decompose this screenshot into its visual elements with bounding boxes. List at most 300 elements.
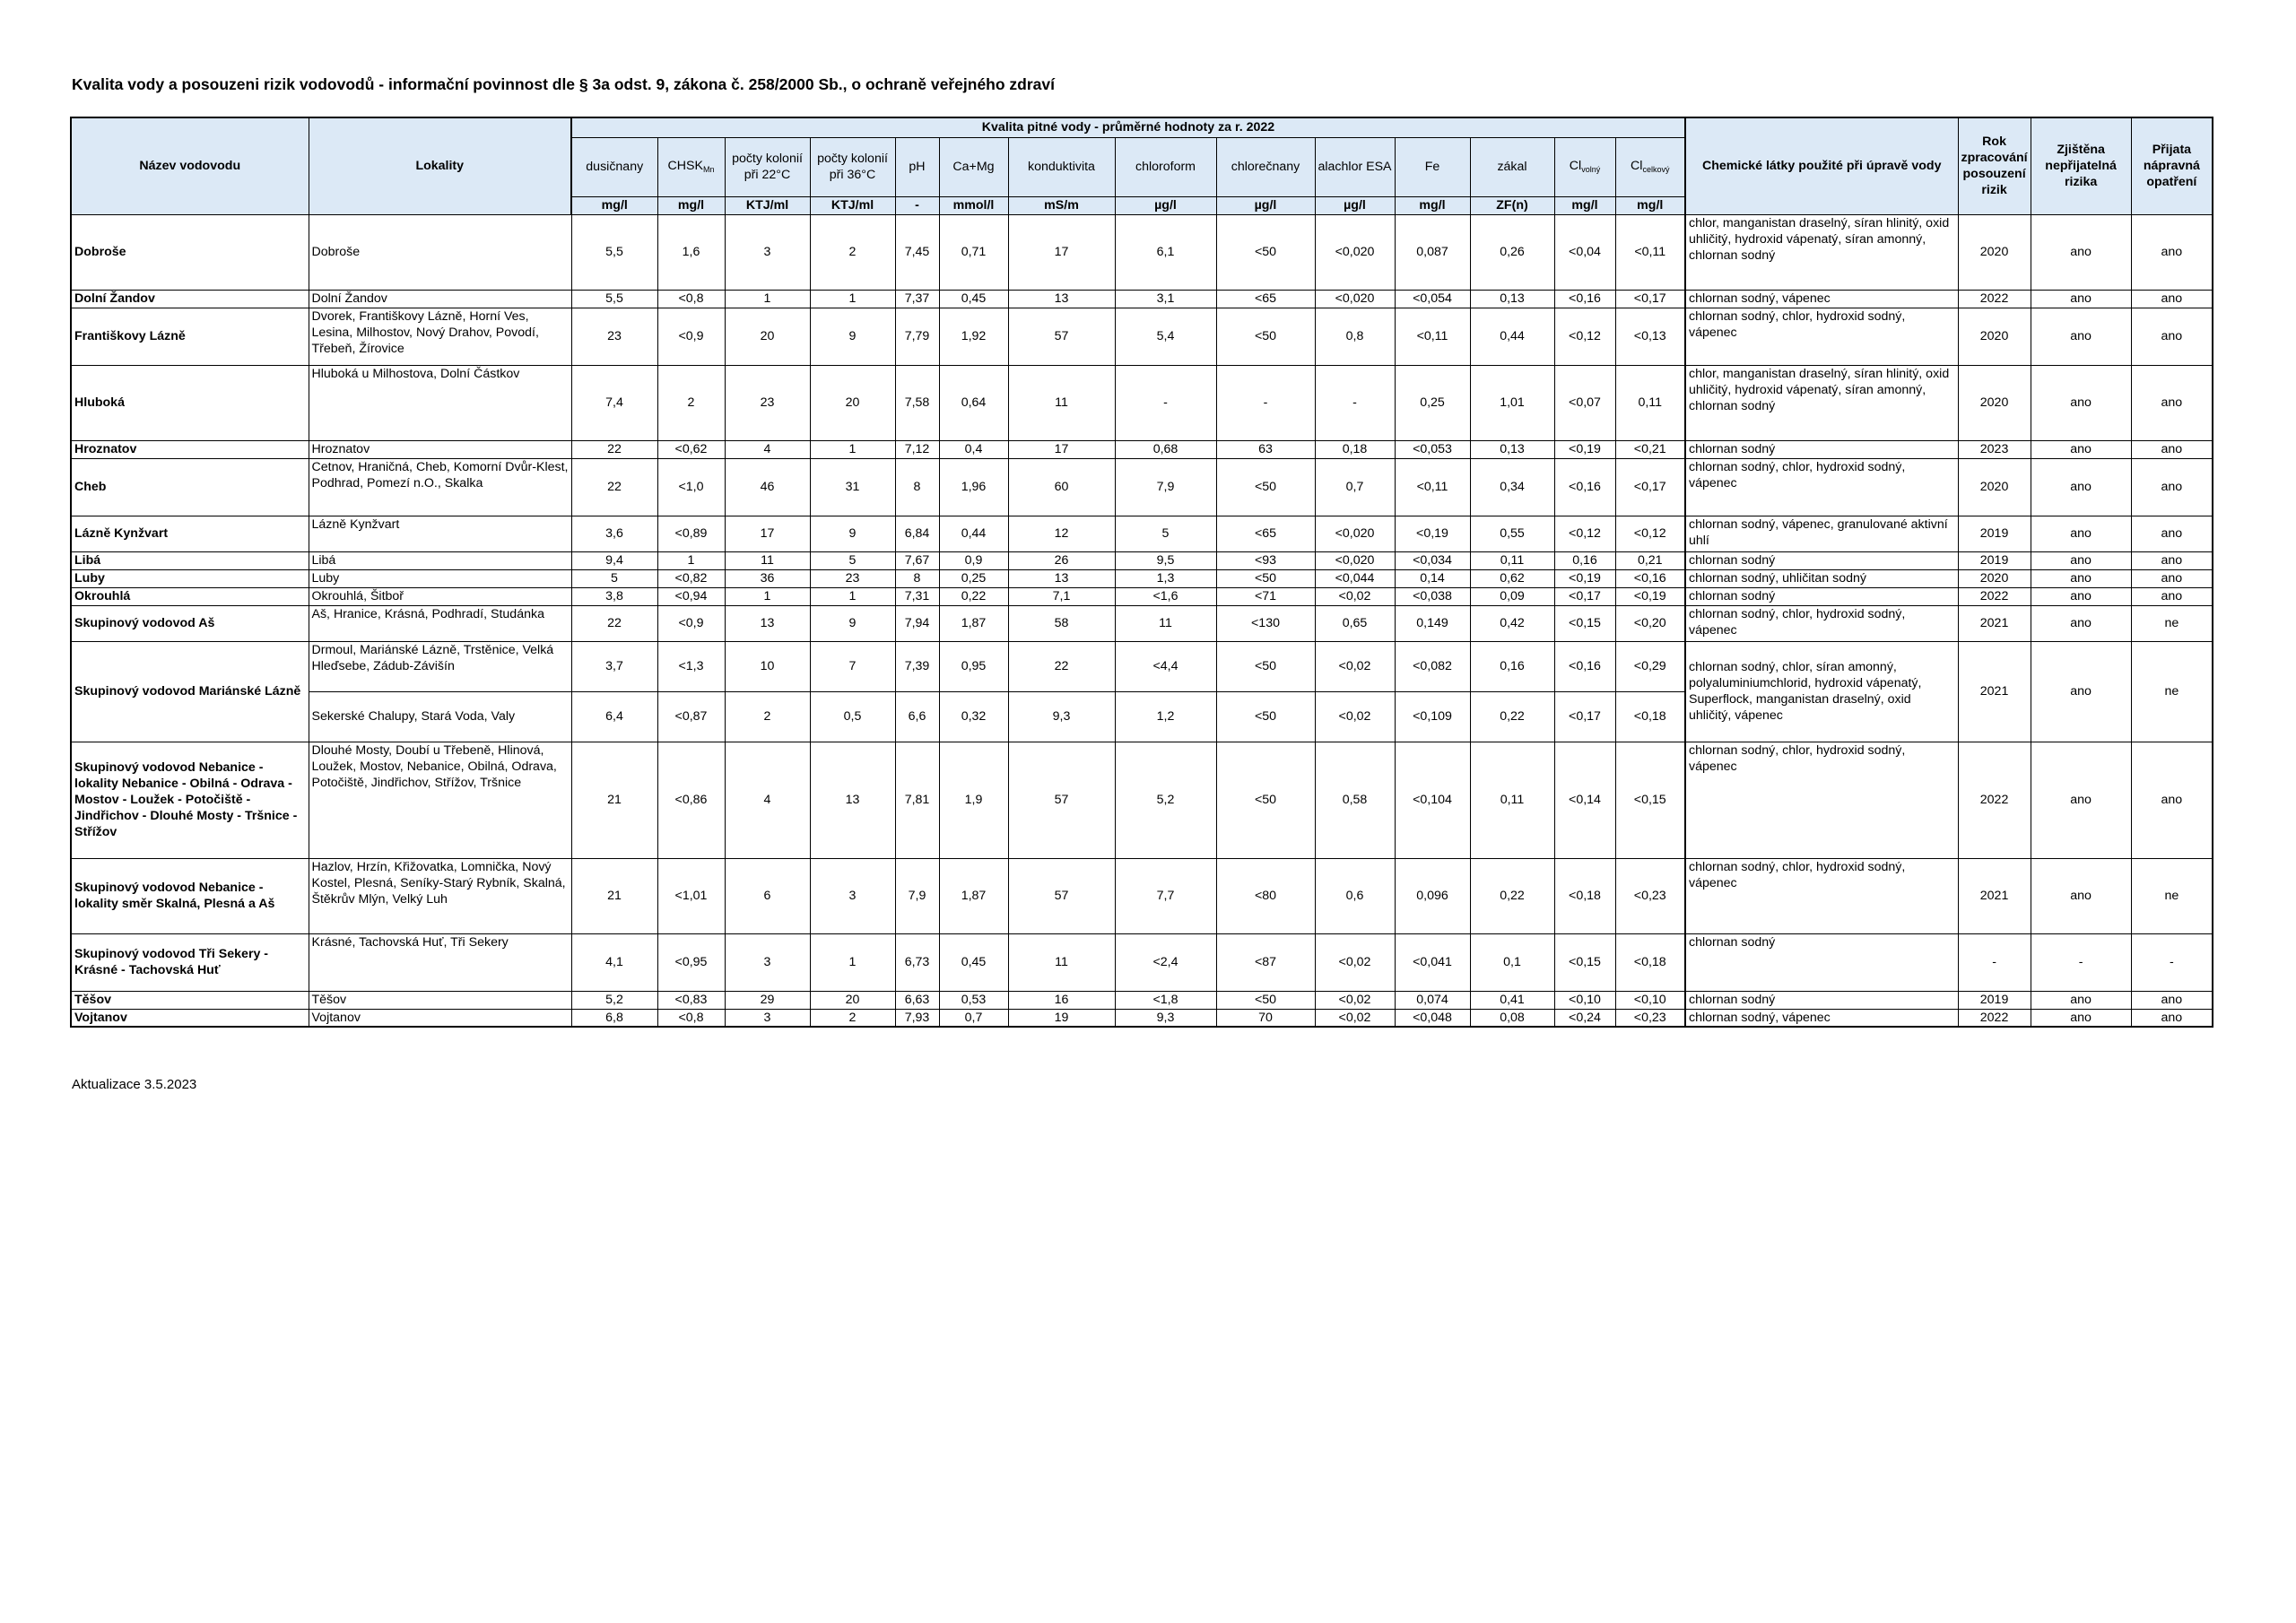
param-header bbox=[1615, 137, 1685, 196]
value-cell: 11 bbox=[725, 551, 810, 569]
value-cell: 1 bbox=[810, 587, 895, 605]
param-label: počty kolonií při 36°C bbox=[817, 151, 888, 182]
chemicals-cell: chlornan sodný, chlor, hydroxid sodný, vápenec bbox=[1685, 458, 1958, 516]
value-cell: 2 bbox=[657, 365, 725, 440]
value-cell: 7,93 bbox=[895, 1009, 939, 1027]
header-row bbox=[71, 117, 2213, 137]
water-system-name: Dobroše bbox=[71, 214, 309, 290]
value-cell: 0,16 bbox=[1470, 641, 1554, 691]
value-cell: <0,053 bbox=[1395, 440, 1470, 458]
table-row bbox=[71, 991, 2213, 1009]
value-cell: 36 bbox=[725, 569, 810, 587]
year-cell: 2019 bbox=[1958, 991, 2031, 1009]
table-row bbox=[71, 1009, 2213, 1027]
value-cell: <0,86 bbox=[657, 742, 725, 858]
value-cell: <130 bbox=[1216, 605, 1315, 641]
value-cell: 0,13 bbox=[1470, 440, 1554, 458]
value-cell: <50 bbox=[1216, 991, 1315, 1009]
value-cell: <0,02 bbox=[1315, 1009, 1395, 1027]
water-system-name: Hroznatov bbox=[71, 440, 309, 458]
value-cell: <0,16 bbox=[1554, 290, 1615, 308]
value-cell: 6,8 bbox=[571, 1009, 657, 1027]
year-cell: 2020 bbox=[1958, 365, 2031, 440]
value-cell: <0,17 bbox=[1615, 458, 1685, 516]
value-cell: 1 bbox=[810, 440, 895, 458]
locality-cell: Těšov bbox=[309, 991, 571, 1009]
chemicals-cell: chlornan sodný, chlor, hydroxid sodný, vápenec bbox=[1685, 742, 1958, 858]
value-cell: 11 bbox=[1008, 365, 1115, 440]
locality-cell: Krásné, Tachovská Huť, Tři Sekery bbox=[309, 933, 571, 991]
value-cell: 0,45 bbox=[939, 290, 1008, 308]
measures-cell: ano bbox=[2131, 308, 2213, 365]
param-label: Cl bbox=[1569, 159, 1582, 174]
value-cell: <50 bbox=[1216, 308, 1315, 365]
chemicals-cell: chlornan sodný, chlor, hydroxid sodný, vápenec bbox=[1685, 605, 1958, 641]
header-locality: Lokality bbox=[309, 117, 571, 214]
locality-cell: Dolní Žandov bbox=[309, 290, 571, 308]
value-cell: <0,02 bbox=[1315, 691, 1395, 742]
value-cell: 2 bbox=[810, 214, 895, 290]
risk-cell: ano bbox=[2031, 290, 2131, 308]
value-cell: <0,18 bbox=[1554, 858, 1615, 933]
value-cell: 7,81 bbox=[895, 742, 939, 858]
param-header bbox=[939, 137, 1008, 196]
measures-cell: ne bbox=[2131, 605, 2213, 641]
value-cell: 7,12 bbox=[895, 440, 939, 458]
table-body bbox=[71, 214, 2213, 1027]
water-system-name: Luby bbox=[71, 569, 309, 587]
value-cell: 0,45 bbox=[939, 933, 1008, 991]
param-header bbox=[1115, 137, 1216, 196]
chemicals-cell: chlornan sodný, vápenec, granulované aktivní uhlí bbox=[1685, 516, 1958, 551]
value-cell: <0,24 bbox=[1554, 1009, 1615, 1027]
value-cell: 0,5 bbox=[810, 691, 895, 742]
value-cell: <0,87 bbox=[657, 691, 725, 742]
value-cell: 9,3 bbox=[1115, 1009, 1216, 1027]
value-cell: <0,19 bbox=[1615, 587, 1685, 605]
value-cell: <0,17 bbox=[1554, 691, 1615, 742]
value-cell: 0,11 bbox=[1470, 551, 1554, 569]
param-header bbox=[810, 137, 895, 196]
locality-cell: Aš, Hranice, Krásná, Podhradí, Studánka bbox=[309, 605, 571, 641]
locality-cell: Dvorek, Františkovy Lázně, Horní Ves, Lesina, Milhostov, Nový Drahov, Povodí, Třebeň, Žírovice bbox=[309, 308, 571, 365]
value-cell: 9,4 bbox=[571, 551, 657, 569]
risk-cell: ano bbox=[2031, 440, 2131, 458]
param-unit: - bbox=[895, 196, 939, 214]
value-cell: <50 bbox=[1216, 569, 1315, 587]
value-cell: 7,67 bbox=[895, 551, 939, 569]
value-cell: <0,020 bbox=[1315, 290, 1395, 308]
value-cell: <0,23 bbox=[1615, 1009, 1685, 1027]
value-cell: 1,87 bbox=[939, 605, 1008, 641]
value-cell: - bbox=[1315, 365, 1395, 440]
value-cell: 6,1 bbox=[1115, 214, 1216, 290]
value-cell: 1,01 bbox=[1470, 365, 1554, 440]
value-cell: <1,3 bbox=[657, 641, 725, 691]
value-cell: <0,104 bbox=[1395, 742, 1470, 858]
value-cell: 9,3 bbox=[1008, 691, 1115, 742]
chemicals-cell: chlornan sodný bbox=[1685, 933, 1958, 991]
table-row bbox=[71, 605, 2213, 641]
header-risks-found: Zjištěna nepřijatelná rizika bbox=[2031, 117, 2131, 214]
risk-cell: ano bbox=[2031, 551, 2131, 569]
water-system-name: Okrouhlá bbox=[71, 587, 309, 605]
param-label: konduktivita bbox=[1028, 159, 1095, 174]
locality-cell: Hazlov, Hrzín, Křižovatka, Lomnička, Nový Kostel, Plesná, Seníky-Starý Rybník, Skalná, Štěkrův Mlýn, Velký Luh bbox=[309, 858, 571, 933]
value-cell: <0,041 bbox=[1395, 933, 1470, 991]
value-cell: <50 bbox=[1216, 214, 1315, 290]
value-cell: 11 bbox=[1115, 605, 1216, 641]
param-header bbox=[1470, 137, 1554, 196]
value-cell: 1,87 bbox=[939, 858, 1008, 933]
param-label: pH bbox=[909, 159, 926, 174]
value-cell: 1 bbox=[657, 551, 725, 569]
value-cell: 0,18 bbox=[1315, 440, 1395, 458]
table-row bbox=[71, 858, 2213, 933]
value-cell: 0,087 bbox=[1395, 214, 1470, 290]
value-cell: 0,7 bbox=[939, 1009, 1008, 1027]
header-name: Název vodovodu bbox=[71, 117, 309, 214]
value-cell: <0,12 bbox=[1615, 516, 1685, 551]
value-cell: 26 bbox=[1008, 551, 1115, 569]
measures-cell: ano bbox=[2131, 214, 2213, 290]
value-cell: 8 bbox=[895, 569, 939, 587]
param-unit: mg/l bbox=[1615, 196, 1685, 214]
value-cell: 60 bbox=[1008, 458, 1115, 516]
value-cell: <0,83 bbox=[657, 991, 725, 1009]
value-cell: 22 bbox=[1008, 641, 1115, 691]
locality-cell: Sekerské Chalupy, Stará Voda, Valy bbox=[309, 691, 571, 742]
param-unit: mmol/l bbox=[939, 196, 1008, 214]
value-cell: 6,4 bbox=[571, 691, 657, 742]
value-cell: 22 bbox=[571, 440, 657, 458]
param-unit: mg/l bbox=[571, 196, 657, 214]
year-cell: 2021 bbox=[1958, 641, 2031, 742]
chemicals-cell: chlornan sodný, vápenec bbox=[1685, 1009, 1958, 1027]
value-cell: 3 bbox=[725, 933, 810, 991]
header-measures: Přijata nápravná opatření bbox=[2131, 117, 2213, 214]
table-row bbox=[71, 308, 2213, 365]
value-cell: 21 bbox=[571, 858, 657, 933]
value-cell: <0,10 bbox=[1615, 991, 1685, 1009]
param-unit: µg/l bbox=[1216, 196, 1315, 214]
value-cell: 7,79 bbox=[895, 308, 939, 365]
param-label: Cl bbox=[1631, 159, 1643, 174]
header-quality-group: Kvalita pitné vody - průměrné hodnoty za r. 2022 bbox=[571, 117, 1685, 137]
chemicals-cell: chlornan sodný bbox=[1685, 991, 1958, 1009]
locality-cell: Okrouhlá, Šitboř bbox=[309, 587, 571, 605]
value-cell: <0,14 bbox=[1554, 742, 1615, 858]
locality-cell: Cetnov, Hraničná, Cheb, Komorní Dvůr-Klest, Podhrad, Pomezí n.O., Skalka bbox=[309, 458, 571, 516]
chemicals-cell: chlornan sodný, chlor, síran amonný, polyaluminiumchlorid, hydroxid vápenatý, Superflock, manganistan draselný, oxid uhličitý, vápenec bbox=[1685, 641, 1958, 742]
value-cell: 5 bbox=[810, 551, 895, 569]
table-row bbox=[71, 587, 2213, 605]
value-cell: <50 bbox=[1216, 458, 1315, 516]
water-system-name: Dolní Žandov bbox=[71, 290, 309, 308]
risk-cell: - bbox=[2031, 933, 2131, 991]
value-cell: 0,68 bbox=[1115, 440, 1216, 458]
locality-cell: Dobroše bbox=[309, 214, 571, 290]
param-subscript: volný bbox=[1581, 165, 1601, 175]
value-cell: 0,64 bbox=[939, 365, 1008, 440]
locality-cell: Vojtanov bbox=[309, 1009, 571, 1027]
value-cell: <80 bbox=[1216, 858, 1315, 933]
table-row bbox=[71, 569, 2213, 587]
value-cell: <0,020 bbox=[1315, 516, 1395, 551]
value-cell: <0,94 bbox=[657, 587, 725, 605]
locality-cell: Libá bbox=[309, 551, 571, 569]
value-cell: <0,02 bbox=[1315, 991, 1395, 1009]
value-cell: 0,9 bbox=[939, 551, 1008, 569]
water-system-name: Libá bbox=[71, 551, 309, 569]
year-cell: 2022 bbox=[1958, 290, 2031, 308]
param-header bbox=[1315, 137, 1395, 196]
value-cell: <50 bbox=[1216, 742, 1315, 858]
water-system-name: Cheb bbox=[71, 458, 309, 516]
value-cell: <0,82 bbox=[657, 569, 725, 587]
value-cell: 7,1 bbox=[1008, 587, 1115, 605]
value-cell: <0,95 bbox=[657, 933, 725, 991]
measures-cell: ano bbox=[2131, 365, 2213, 440]
value-cell: 19 bbox=[1008, 1009, 1115, 1027]
value-cell: 17 bbox=[1008, 440, 1115, 458]
param-label: Fe bbox=[1424, 159, 1440, 174]
chemicals-cell: chlornan sodný, uhličitan sodný bbox=[1685, 569, 1958, 587]
value-cell: 0,16 bbox=[1554, 551, 1615, 569]
param-unit: ZF(n) bbox=[1470, 196, 1554, 214]
value-cell: 0,44 bbox=[939, 516, 1008, 551]
value-cell: <1,6 bbox=[1115, 587, 1216, 605]
value-cell: 0,25 bbox=[939, 569, 1008, 587]
value-cell: <0,16 bbox=[1554, 641, 1615, 691]
value-cell: 1,96 bbox=[939, 458, 1008, 516]
value-cell: <0,109 bbox=[1395, 691, 1470, 742]
param-header bbox=[1554, 137, 1615, 196]
value-cell: 0,44 bbox=[1470, 308, 1554, 365]
value-cell: 10 bbox=[725, 641, 810, 691]
water-system-name: Františkovy Lázně bbox=[71, 308, 309, 365]
value-cell: 0,55 bbox=[1470, 516, 1554, 551]
value-cell: 0,53 bbox=[939, 991, 1008, 1009]
value-cell: 9 bbox=[810, 308, 895, 365]
water-system-name: Skupinový vodovod Aš bbox=[71, 605, 309, 641]
value-cell: <1,0 bbox=[657, 458, 725, 516]
param-subscript: celkový bbox=[1642, 165, 1670, 175]
value-cell: 0,7 bbox=[1315, 458, 1395, 516]
value-cell: 1,6 bbox=[657, 214, 725, 290]
locality-cell: Dlouhé Mosty, Doubí u Třebeně, Hlinová, Loužek, Mostov, Nebanice, Obilná, Odrava, Potočiště, Jindřichov, Střížov, Tršnice bbox=[309, 742, 571, 858]
value-cell: <0,044 bbox=[1315, 569, 1395, 587]
value-cell: 3,7 bbox=[571, 641, 657, 691]
value-cell: <0,17 bbox=[1615, 290, 1685, 308]
value-cell: <0,15 bbox=[1615, 742, 1685, 858]
value-cell: 7,9 bbox=[1115, 458, 1216, 516]
value-cell: 23 bbox=[725, 365, 810, 440]
table-row bbox=[71, 458, 2213, 516]
value-cell: 46 bbox=[725, 458, 810, 516]
value-cell: 1,2 bbox=[1115, 691, 1216, 742]
param-label: chloroform bbox=[1135, 159, 1196, 174]
risk-cell: ano bbox=[2031, 1009, 2131, 1027]
year-cell: 2022 bbox=[1958, 742, 2031, 858]
risk-cell: ano bbox=[2031, 991, 2131, 1009]
value-cell: <0,12 bbox=[1554, 308, 1615, 365]
value-cell: 0,11 bbox=[1615, 365, 1685, 440]
measures-cell: ano bbox=[2131, 440, 2213, 458]
table-row bbox=[71, 516, 2213, 551]
value-cell: <0,62 bbox=[657, 440, 725, 458]
chemicals-cell: chlornan sodný, chlor, hydroxid sodný, vápenec bbox=[1685, 858, 1958, 933]
value-cell: 7,4 bbox=[571, 365, 657, 440]
value-cell: <0,16 bbox=[1615, 569, 1685, 587]
value-cell: 5,5 bbox=[571, 214, 657, 290]
value-cell: 3,6 bbox=[571, 516, 657, 551]
value-cell: 7 bbox=[810, 641, 895, 691]
param-unit: mS/m bbox=[1008, 196, 1115, 214]
param-unit: mg/l bbox=[1554, 196, 1615, 214]
value-cell: 0,074 bbox=[1395, 991, 1470, 1009]
water-system-name: Skupinový vodovod Tři Sekery - Krásné - Tachovská Huť bbox=[71, 933, 309, 991]
locality-cell: Hluboká u Milhostova, Dolní Částkov bbox=[309, 365, 571, 440]
value-cell: <50 bbox=[1216, 641, 1315, 691]
value-cell: 2 bbox=[725, 691, 810, 742]
param-unit: µg/l bbox=[1115, 196, 1216, 214]
param-label: chlorečnany bbox=[1231, 159, 1300, 174]
value-cell: 63 bbox=[1216, 440, 1315, 458]
measures-cell: ano bbox=[2131, 587, 2213, 605]
value-cell: <93 bbox=[1216, 551, 1315, 569]
water-system-name: Těšov bbox=[71, 991, 309, 1009]
risk-cell: ano bbox=[2031, 569, 2131, 587]
chemicals-cell: chlornan sodný bbox=[1685, 587, 1958, 605]
risk-cell: ano bbox=[2031, 858, 2131, 933]
value-cell: <0,13 bbox=[1615, 308, 1685, 365]
value-cell: 3 bbox=[810, 858, 895, 933]
measures-cell: ne bbox=[2131, 641, 2213, 742]
value-cell: <1,8 bbox=[1115, 991, 1216, 1009]
value-cell: 22 bbox=[571, 458, 657, 516]
value-cell: 1,92 bbox=[939, 308, 1008, 365]
value-cell: <0,054 bbox=[1395, 290, 1470, 308]
value-cell: 58 bbox=[1008, 605, 1115, 641]
year-cell: 2020 bbox=[1958, 569, 2031, 587]
value-cell: <0,02 bbox=[1315, 587, 1395, 605]
header-risk-year: Rok zpracování posouzení rizik bbox=[1958, 117, 2031, 214]
value-cell: <0,10 bbox=[1554, 991, 1615, 1009]
value-cell: 5 bbox=[571, 569, 657, 587]
value-cell: 17 bbox=[1008, 214, 1115, 290]
value-cell: 0,149 bbox=[1395, 605, 1470, 641]
param-header bbox=[1216, 137, 1315, 196]
value-cell: <0,048 bbox=[1395, 1009, 1470, 1027]
value-cell: 11 bbox=[1008, 933, 1115, 991]
value-cell: 6,73 bbox=[895, 933, 939, 991]
value-cell: 17 bbox=[725, 516, 810, 551]
value-cell: 70 bbox=[1216, 1009, 1315, 1027]
value-cell: - bbox=[1216, 365, 1315, 440]
value-cell: 0,65 bbox=[1315, 605, 1395, 641]
value-cell: 0,096 bbox=[1395, 858, 1470, 933]
value-cell: 5,2 bbox=[571, 991, 657, 1009]
value-cell: <71 bbox=[1216, 587, 1315, 605]
value-cell: 7,58 bbox=[895, 365, 939, 440]
risk-cell: ano bbox=[2031, 214, 2131, 290]
value-cell: <0,19 bbox=[1554, 440, 1615, 458]
value-cell: 1 bbox=[725, 290, 810, 308]
value-cell: 6 bbox=[725, 858, 810, 933]
value-cell: 0,1 bbox=[1470, 933, 1554, 991]
measures-cell: ano bbox=[2131, 742, 2213, 858]
value-cell: 0,13 bbox=[1470, 290, 1554, 308]
value-cell: 9 bbox=[810, 605, 895, 641]
value-cell: 5,5 bbox=[571, 290, 657, 308]
value-cell: 0,62 bbox=[1470, 569, 1554, 587]
value-cell: 13 bbox=[1008, 290, 1115, 308]
risk-cell: ano bbox=[2031, 742, 2131, 858]
table-row bbox=[71, 440, 2213, 458]
document-title: Kvalita vody a posouzeni rizik vodovodů - informační povinnost dle § 3a odst. 9, zákona č. 258/2000 Sb., o ochraně veřejného zdraví bbox=[72, 75, 1055, 93]
value-cell: <0,04 bbox=[1554, 214, 1615, 290]
value-cell: 7,9 bbox=[895, 858, 939, 933]
value-cell: 21 bbox=[571, 742, 657, 858]
value-cell: 0,58 bbox=[1315, 742, 1395, 858]
value-cell: 0,21 bbox=[1615, 551, 1685, 569]
param-header bbox=[895, 137, 939, 196]
risk-cell: ano bbox=[2031, 365, 2131, 440]
param-header bbox=[725, 137, 810, 196]
value-cell: 8 bbox=[895, 458, 939, 516]
value-cell: 0,6 bbox=[1315, 858, 1395, 933]
value-cell: 13 bbox=[810, 742, 895, 858]
value-cell: <0,15 bbox=[1554, 605, 1615, 641]
risk-cell: ano bbox=[2031, 587, 2131, 605]
value-cell: 0,95 bbox=[939, 641, 1008, 691]
value-cell: 1 bbox=[725, 587, 810, 605]
param-label: CHSK bbox=[667, 159, 703, 174]
year-cell: - bbox=[1958, 933, 2031, 991]
value-cell: <0,082 bbox=[1395, 641, 1470, 691]
value-cell: <0,020 bbox=[1315, 551, 1395, 569]
param-subscript: Mn bbox=[702, 165, 715, 175]
table-row bbox=[71, 290, 2213, 308]
value-cell: <4,4 bbox=[1115, 641, 1216, 691]
value-cell: 5,4 bbox=[1115, 308, 1216, 365]
value-cell: <2,4 bbox=[1115, 933, 1216, 991]
table-row bbox=[71, 551, 2213, 569]
value-cell: <0,020 bbox=[1315, 214, 1395, 290]
param-label: zákal bbox=[1497, 159, 1527, 174]
value-cell: 4,1 bbox=[571, 933, 657, 991]
water-system-name: Skupinový vodovod Nebanice - lokality směr Skalná, Plesná a Aš bbox=[71, 858, 309, 933]
value-cell: 57 bbox=[1008, 308, 1115, 365]
value-cell: 0,26 bbox=[1470, 214, 1554, 290]
measures-cell: ne bbox=[2131, 858, 2213, 933]
value-cell: 3 bbox=[725, 1009, 810, 1027]
value-cell: 7,31 bbox=[895, 587, 939, 605]
value-cell: <0,8 bbox=[657, 1009, 725, 1027]
risk-cell: ano bbox=[2031, 458, 2131, 516]
value-cell: 4 bbox=[725, 742, 810, 858]
table-row bbox=[71, 933, 2213, 991]
value-cell: <0,11 bbox=[1615, 214, 1685, 290]
value-cell: 0,41 bbox=[1470, 991, 1554, 1009]
table-row bbox=[71, 742, 2213, 858]
locality-cell: Hroznatov bbox=[309, 440, 571, 458]
value-cell: 6,6 bbox=[895, 691, 939, 742]
measures-cell: ano bbox=[2131, 290, 2213, 308]
value-cell: 0,14 bbox=[1395, 569, 1470, 587]
param-label: Ca+Mg bbox=[952, 159, 995, 174]
